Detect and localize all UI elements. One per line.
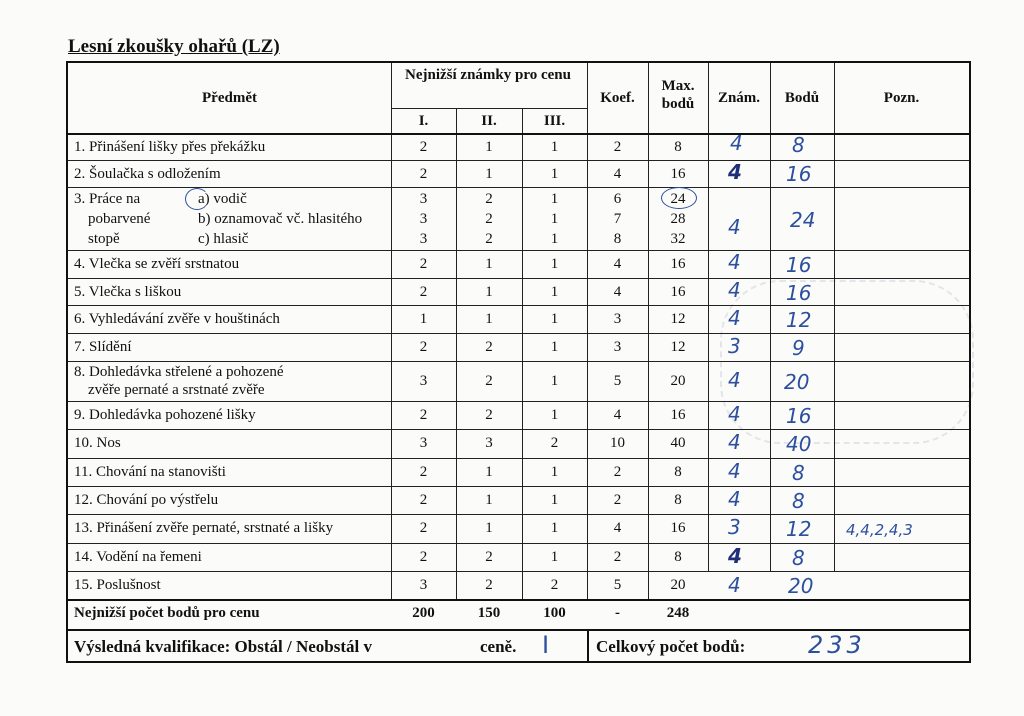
row-coef: 2 [613, 549, 622, 565]
row-max: 40 [670, 435, 686, 451]
row-grade-i: 1 [419, 311, 428, 327]
row-grade-handwritten: 3 [728, 334, 741, 358]
header-lowest-grades: Nejnižší známky pro cenu [405, 67, 571, 83]
row-subject: 9. Dohledávka pohozené lišky [74, 407, 256, 423]
row-grade-ii: 2 [485, 373, 493, 389]
row-max: 20 [670, 373, 686, 389]
header-max-points: Max. bodů [661, 78, 695, 112]
row3-grade-iii-c: 1 [550, 231, 559, 247]
score-table [66, 61, 971, 663]
col-divider [708, 63, 709, 571]
row-grade-iii: 1 [550, 284, 559, 300]
row-grade-iii: 2 [550, 435, 559, 451]
row-grade-iii: 1 [550, 339, 559, 355]
row3-max-b: 28 [670, 211, 686, 227]
row-grade-ii: 1 [485, 284, 493, 300]
row3-grade-iii-b: 1 [550, 211, 559, 227]
row-grade-iii: 2 [550, 577, 559, 593]
row3-grade-ii-b: 2 [485, 211, 493, 227]
row3-grade-handwritten: 4 [728, 215, 741, 239]
row-grade-ii: 1 [485, 311, 493, 327]
row-grade-handwritten: 4 [728, 250, 741, 274]
row-subject: 11. Chování na stanovišti [74, 464, 226, 480]
row-grade-iii: 1 [550, 139, 559, 155]
row-max: 8 [674, 464, 682, 480]
row-grade-ii: 2 [485, 549, 493, 565]
row3-label-line3: stopě [88, 231, 120, 247]
row-grade-handwritten: 4 [728, 306, 741, 330]
row-grade-iii: 1 [550, 549, 559, 565]
row-grade-i: 3 [419, 435, 428, 451]
row-grade-iii: 1 [550, 464, 559, 480]
row3-points-handwritten: 24 [790, 208, 816, 232]
row-max: 8 [674, 139, 682, 155]
col-divider [834, 63, 835, 571]
row-grade-iii: 1 [550, 311, 559, 327]
col-divider [770, 63, 771, 571]
row3-grade-i-a: 3 [419, 191, 428, 207]
footer-divider [587, 631, 589, 663]
row-max: 12 [670, 339, 686, 355]
row-grade-i: 2 [419, 139, 428, 155]
row-points-handwritten: 16 [786, 162, 812, 186]
row3-option-a-circle [185, 188, 209, 210]
row-grade-i: 2 [419, 407, 428, 423]
row-coef: 4 [613, 166, 622, 182]
document-title: Lesní zkoušky ohařů (LZ) [68, 36, 280, 57]
row-grade-handwritten: 4 [728, 544, 742, 568]
row3-label-line2: pobarvené [88, 211, 151, 227]
header-coef: Koef. [600, 90, 635, 106]
row3-label-line1: 3. Práce na [74, 191, 141, 207]
row-grade-iii: 1 [550, 256, 559, 272]
row-grade-i: 3 [419, 373, 428, 389]
row-grade-i: 2 [419, 492, 428, 508]
row-grade-ii: 1 [485, 520, 493, 536]
row-grade-ii: 2 [485, 339, 493, 355]
row-subject: 1. Přinášení lišky přes překážku [74, 139, 266, 155]
min-points-coef: - [615, 605, 620, 621]
result-price-handwritten: I [542, 631, 550, 659]
row-points-handwritten: 8 [792, 489, 805, 513]
row-divider [68, 401, 969, 402]
row-coef: 3 [613, 339, 622, 355]
row3-option-a: a) vodič [198, 191, 247, 207]
row-divider [68, 458, 969, 459]
row-divider [68, 361, 969, 362]
row3-grade-ii-a: 2 [485, 191, 493, 207]
row-grade-handwritten: 4 [728, 278, 741, 302]
row-divider [68, 543, 969, 544]
row-points-handwritten: 12 [786, 517, 812, 541]
row-subject: 13. Přinášení zvěře pernaté, srstnaté a lišky [74, 520, 334, 536]
row-max: 16 [670, 407, 686, 423]
row-grade-handwritten: 4 [728, 368, 741, 392]
result-price-suffix: ceně. [480, 637, 517, 656]
row-grade-i: 2 [419, 464, 428, 480]
row-coef: 2 [613, 139, 622, 155]
row-grade-handwritten: 4 [730, 131, 743, 155]
row-max: 20 [670, 577, 686, 593]
row-grade-i: 2 [419, 520, 428, 536]
row-max: 12 [670, 311, 686, 327]
row-note-handwritten: 4,4,2,4,3 [846, 521, 913, 539]
header-grade: Znám. [717, 90, 761, 106]
row-grade-ii: 1 [485, 464, 493, 480]
row-grade-iii: 1 [550, 520, 559, 536]
row3-max-a-circle [661, 187, 697, 209]
row-grade-iii: 1 [550, 407, 559, 423]
row3-coef-a: 6 [613, 191, 622, 207]
row-grade-handwritten: 4 [728, 402, 741, 426]
row-coef: 4 [613, 407, 622, 423]
row-points-handwritten: 20 [788, 574, 814, 598]
header-subject: Předmět [202, 90, 257, 106]
row-divider [68, 250, 969, 251]
row3-coef-c: 8 [613, 231, 622, 247]
header-grade-ii: II. [481, 113, 497, 129]
row-divider [68, 333, 969, 334]
row-grade-handwritten: 4 [728, 573, 741, 597]
row-grade-iii: 1 [550, 373, 559, 389]
row-points-handwritten: 9 [792, 336, 805, 360]
row-subject: 7. Slídění [74, 339, 132, 355]
row-grade-handwritten: 4 [728, 459, 741, 483]
row-grade-ii: 1 [485, 256, 493, 272]
row-grade-handwritten: 4 [728, 430, 741, 454]
row-grade-iii: 1 [550, 492, 559, 508]
row-subject: 10. Nos [74, 435, 121, 451]
header-bottom [68, 133, 969, 135]
row3-grade-i-b: 3 [419, 211, 428, 227]
row-points-handwritten: 16 [786, 281, 812, 305]
row-points-handwritten: 8 [792, 461, 805, 485]
row-grade-handwritten: 4 [728, 487, 741, 511]
row-divider [68, 187, 969, 188]
total-points-label: Celkový počet bodů: [596, 637, 746, 656]
row-subject: 2. Šoulačka s odložením [74, 166, 221, 182]
row3-max-c: 32 [670, 231, 686, 247]
row8-label-line2: zvěře pernaté a srstnaté zvěře [88, 382, 265, 398]
row3-grade-iii-a: 1 [550, 191, 559, 207]
result-label: Výsledná kvalifikace: Obstál / Neobstál v [74, 637, 372, 656]
min-points-ii: 150 [477, 605, 501, 621]
header-grade-i: I. [418, 113, 429, 129]
row-max: 16 [670, 256, 686, 272]
row3-max-a: 24 [670, 191, 686, 207]
row-grade-i: 2 [419, 256, 428, 272]
row-coef: 4 [613, 256, 622, 272]
row3-option-c: c) hlasič [198, 231, 249, 247]
row-grade-ii: 1 [485, 492, 493, 508]
row-grade-i: 2 [419, 166, 428, 182]
row-grade-i: 2 [419, 549, 428, 565]
row-grade-iii: 1 [550, 166, 559, 182]
row-coef: 4 [613, 520, 622, 536]
row-coef: 2 [613, 464, 622, 480]
row-points-handwritten: 12 [786, 308, 812, 332]
total-points-handwritten: 233 [808, 631, 866, 659]
min-points-max: 248 [666, 605, 690, 621]
row-grade-ii: 1 [485, 139, 493, 155]
row-divider [68, 571, 969, 572]
row-divider [68, 486, 969, 487]
row-divider [68, 514, 969, 515]
row-subject: 6. Vyhledávání zvěře v houštinách [74, 311, 280, 327]
row3-option-b: b) oznamovač vč. hlasitého [198, 211, 363, 227]
row-coef: 10 [610, 435, 625, 451]
row-max: 16 [670, 284, 686, 300]
row-grade-i: 2 [419, 284, 428, 300]
row-grade-handwritten: 4 [728, 160, 742, 184]
row-max: 8 [674, 549, 682, 565]
row-subject: 14. Vodění na řemeni [74, 549, 202, 565]
row3-grade-ii-c: 2 [485, 231, 493, 247]
min-points-label: Nejnižší počet bodů pro cenu [74, 605, 260, 621]
row-grade-i: 2 [419, 339, 428, 355]
row-subject: 12. Chování po výstřelu [74, 492, 219, 508]
row-divider [391, 108, 587, 109]
min-points-iii: 100 [543, 605, 566, 621]
row-max: 16 [670, 166, 686, 182]
row8-label-line1: 8. Dohledávka střelené a pohozené [74, 364, 284, 380]
row-coef: 3 [613, 311, 622, 327]
row3-grade-i-c: 3 [419, 231, 428, 247]
row3-coef-b: 7 [613, 211, 622, 227]
row-grade-i: 3 [419, 577, 428, 593]
row-subject: 4. Vlečka se zvěří srstnatou [74, 256, 240, 272]
row-subject: 5. Vlečka s liškou [74, 284, 182, 300]
header-note: Pozn. [883, 90, 920, 106]
row-grade-ii: 2 [485, 577, 493, 593]
row-divider [68, 160, 969, 161]
row-points-handwritten: 16 [786, 253, 812, 277]
min-points-bottom [68, 599, 969, 601]
header-grade-iii: III. [543, 113, 566, 129]
row-divider [68, 305, 969, 306]
row-coef: 4 [613, 284, 622, 300]
row-points-handwritten: 20 [784, 370, 810, 394]
row-max: 8 [674, 492, 682, 508]
row-grade-handwritten: 3 [728, 515, 741, 539]
header-points: Bodů [784, 90, 820, 106]
row-points-handwritten: 16 [786, 404, 812, 428]
row-grade-ii: 2 [485, 407, 493, 423]
row-grade-ii: 1 [485, 166, 493, 182]
min-points-i: 200 [412, 605, 435, 621]
row-divider [68, 278, 969, 279]
row-coef: 2 [613, 492, 622, 508]
row-coef: 5 [613, 577, 622, 593]
row-subject: 15. Poslušnost [74, 577, 161, 593]
row-points-handwritten: 40 [786, 432, 812, 456]
row-divider [68, 429, 969, 430]
row-points-handwritten: 8 [792, 133, 805, 157]
row-max: 16 [670, 520, 686, 536]
row-coef: 5 [613, 373, 622, 389]
row-points-handwritten: 8 [792, 546, 805, 570]
row-grade-ii: 3 [485, 435, 493, 451]
